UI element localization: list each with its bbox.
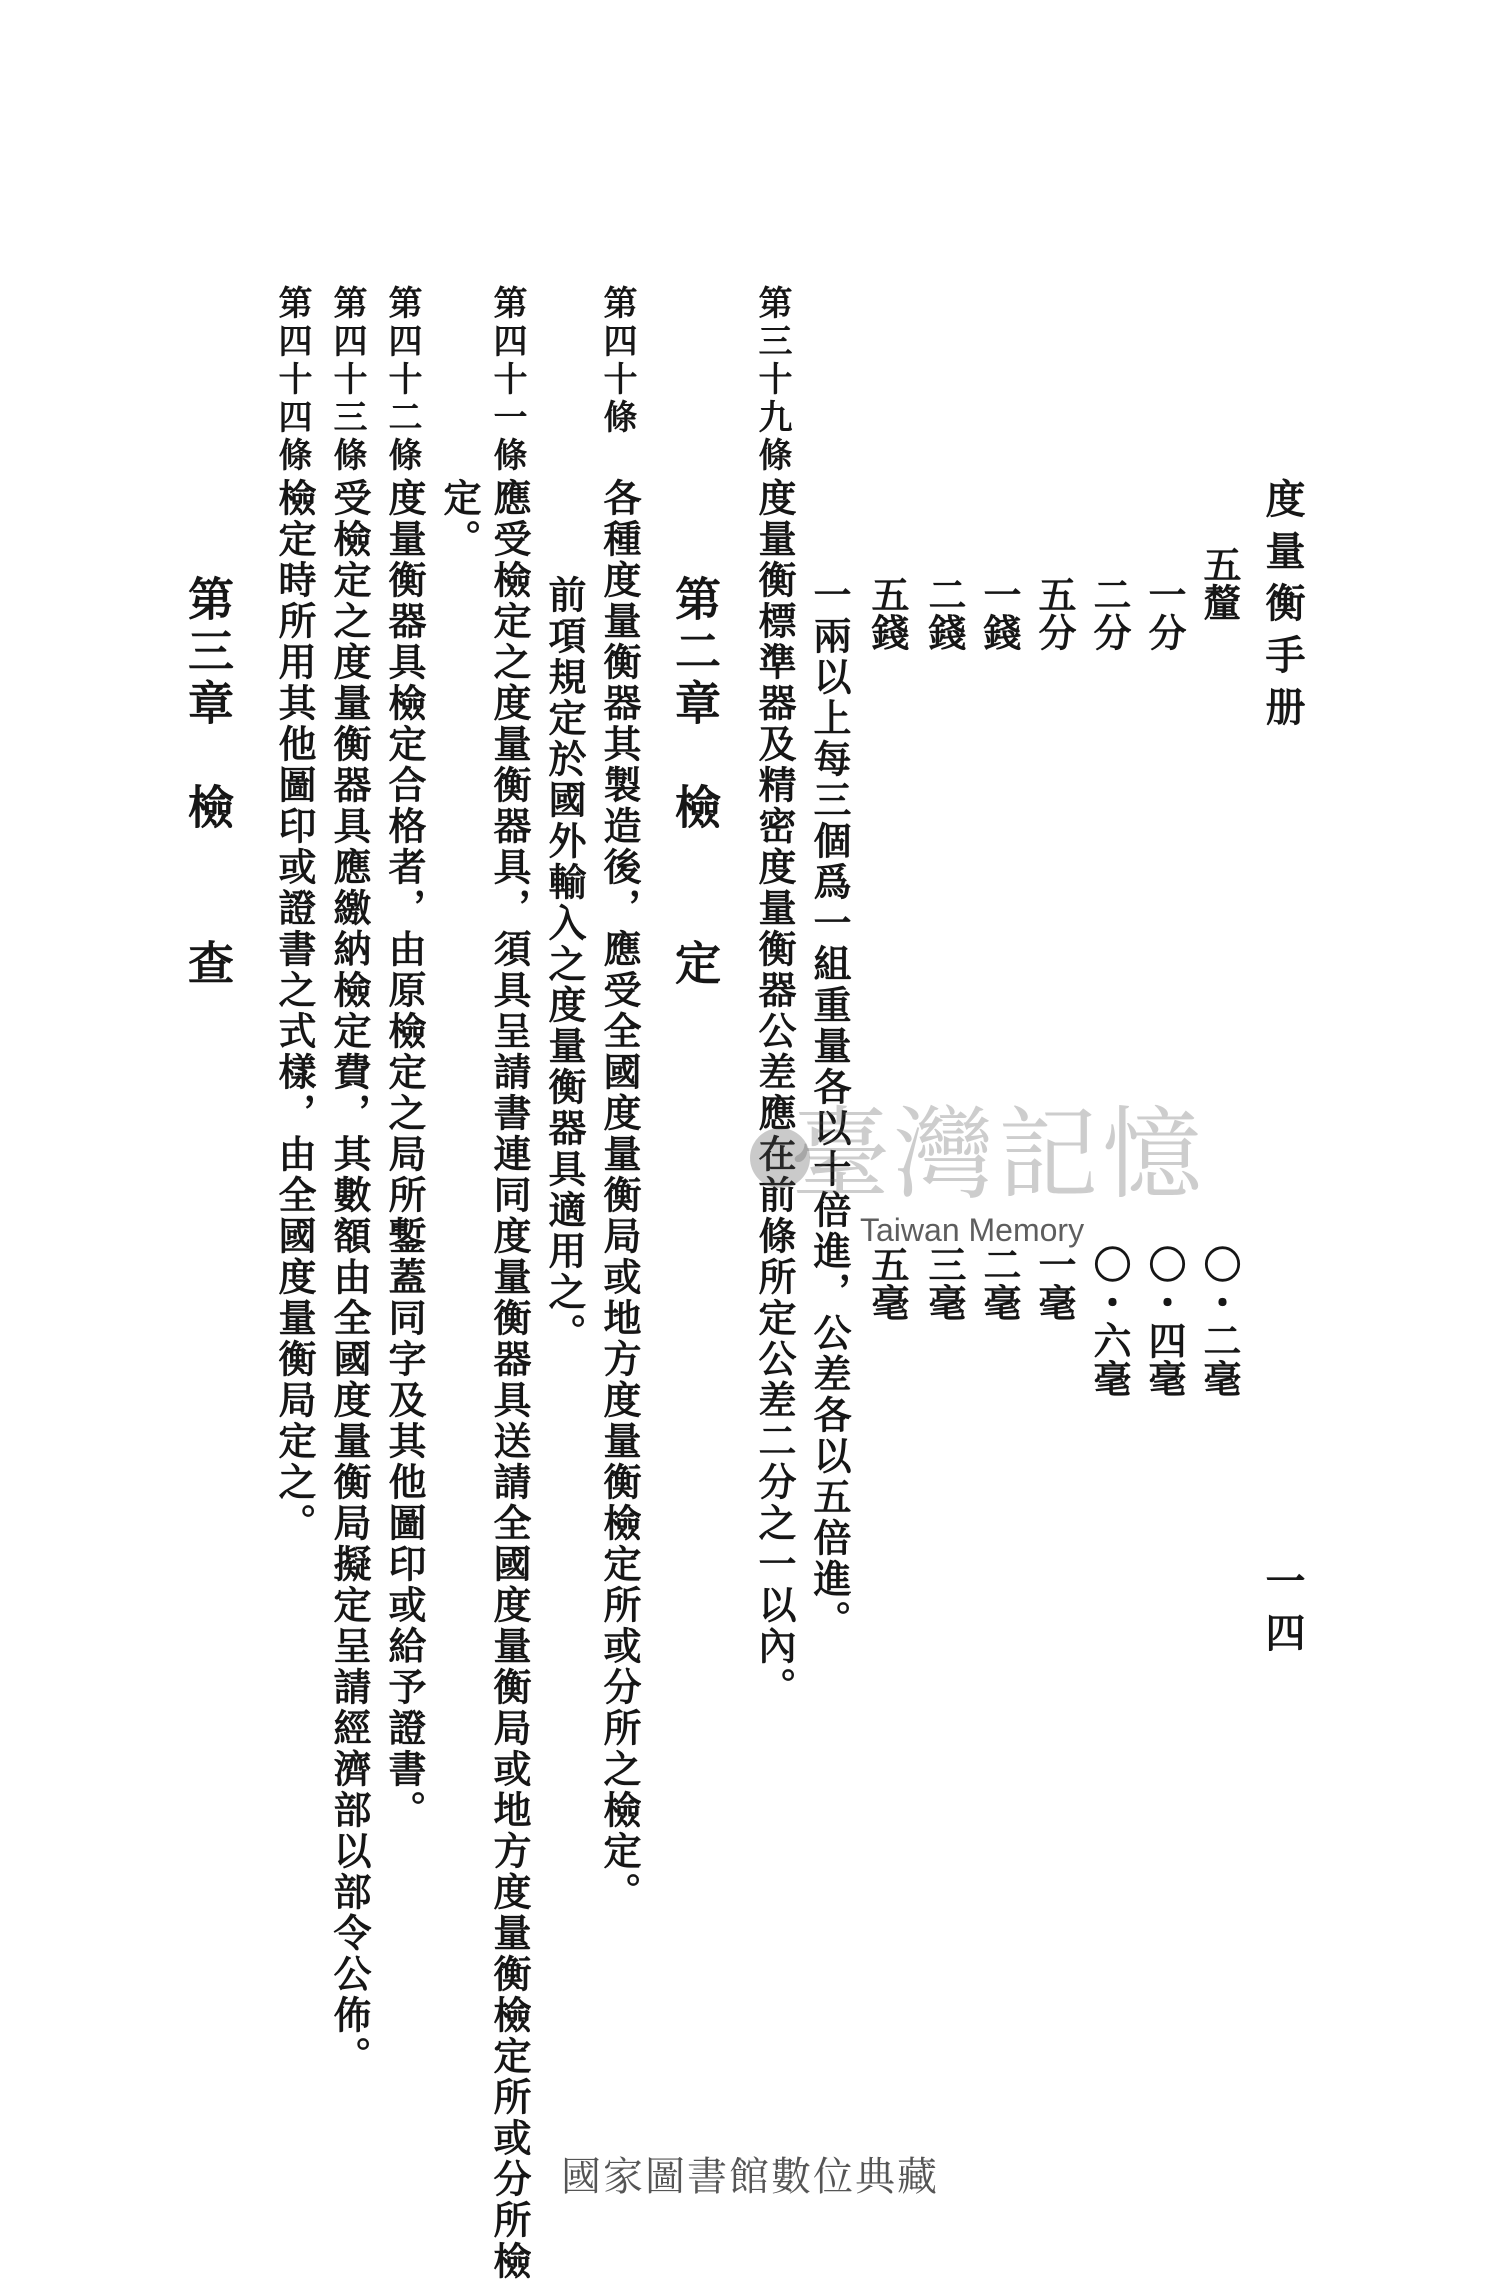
table-tolerance-2: 〇・四毫	[1142, 1245, 1187, 1397]
article-42-text: 度量衡器具檢定合格者，由原檢定之局所鏨蓋同字及其他圖印或給予證書。	[382, 478, 427, 1831]
table-weight-7: 五錢	[865, 575, 910, 651]
article-39-text: 度量衡標準器及精密度量衡器公差應在前條所定公差二分之一以內。	[752, 478, 797, 1708]
article-39-label: 第三十九條	[752, 285, 792, 475]
article-41-label: 第四十一條	[487, 285, 527, 475]
table-weight-2: 一分	[1142, 575, 1187, 651]
article-44-label: 第四十四條	[272, 285, 312, 475]
article-40-label: 第四十條	[597, 285, 637, 437]
chapter-3-title: 第三章 檢 查	[181, 575, 235, 991]
table-tolerance-4: 一毫	[1032, 1245, 1077, 1321]
table-tolerance-5: 二毫	[977, 1245, 1022, 1321]
article-41-text: 應受檢定之度量衡器具，須具呈請書連同度量衡器具送請全國度量衡局或地方度量衡檢定所或分所檢	[487, 478, 532, 2282]
article-44-text: 檢定時所用其他圖印或證書之式樣，由全國度量衡局定之。	[272, 478, 317, 1544]
table-tolerance-3: 〇・六毫	[1087, 1245, 1132, 1397]
table-tolerance-1: 〇・二毫	[1197, 1245, 1242, 1397]
page-number: 一四	[1259, 1560, 1306, 1664]
table-note: 一兩以上每三個爲一組重量各以十倍進，公差各以五倍進。	[807, 575, 852, 1641]
footer-attribution: 國家圖書館數位典藏	[561, 2154, 939, 2200]
watermark-chinese: 臺灣記憶	[790, 1096, 1206, 1213]
article-40-text: 各種度量衡器其製造後，應受全國度量衡局或地方度量衡檢定所或分所之檢定。	[597, 478, 642, 1913]
watermark-english: Taiwan Memory	[860, 1212, 1085, 1248]
table-tolerance-6: 三毫	[922, 1245, 967, 1321]
article-40-text2: 前項規定於國外輸入之度量衡器具適用之。	[542, 575, 587, 1354]
taiwan-memory-watermark	[790, 1096, 1210, 1250]
table-weight-3: 二分	[1087, 575, 1132, 651]
book-title: 度量衡手册	[1259, 478, 1306, 738]
article-41-text-cont: 定。	[437, 478, 482, 560]
article-43-text: 受檢定之度量衡器具應繳納檢定費，其數額由全國度量衡局擬定呈請經濟部以部令公佈。	[327, 478, 372, 2077]
article-43-label: 第四十三條	[327, 285, 367, 475]
table-weight-4: 五分	[1032, 575, 1077, 651]
table-weight-6: 二錢	[922, 575, 967, 651]
table-weight-5: 一錢	[977, 575, 1022, 651]
article-42-label: 第四十二條	[382, 285, 422, 475]
table-tolerance-7: 五毫	[865, 1245, 910, 1321]
table-weight-1: 五釐	[1197, 545, 1242, 621]
chapter-2-title: 第二章 檢 定	[668, 575, 722, 991]
